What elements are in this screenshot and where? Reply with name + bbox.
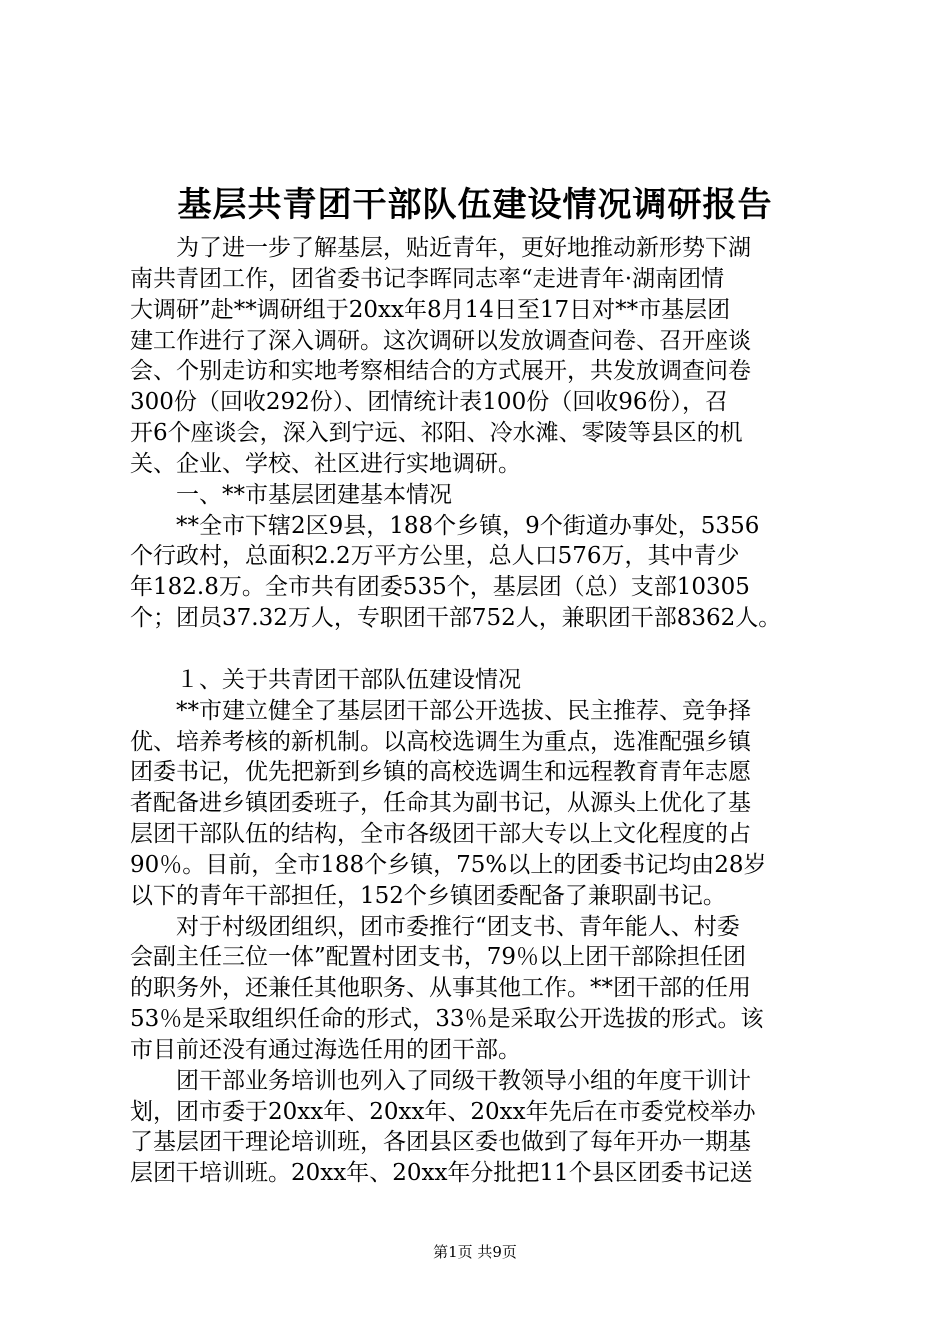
text-line: 300份（回收292份）、团情统计表100份（回收96份），召 — [130, 389, 728, 416]
text-line: 团干部业务培训也列入了同级干教领导小组的年度干训计 — [176, 1067, 751, 1094]
text-line: 关、企业、学校、社区进行实地调研。 — [130, 450, 521, 477]
text-line: 个；团员37.32万人，专职团干部752人，兼职团干部8362人。 — [130, 605, 782, 632]
text-line: 53％是采取组织任命的形式，33％是采取公开选拔的形式。该 — [130, 1006, 764, 1033]
document-body — [130, 233, 830, 1189]
text-line: 会、个别走访和实地考察相结合的方式展开，共发放调查问卷 — [130, 358, 751, 385]
text-line: 一、**市基层团建基本情况 — [176, 481, 452, 508]
text-line: 以下的青年干部担任，152个乡镇团委配备了兼职副书记。 — [130, 882, 726, 909]
text-line: 开6个座谈会，深入到宁远、祁阳、冷水滩、零陵等县区的机 — [130, 420, 743, 447]
text-line: 市目前还没有通过海选任用的团干部。 — [130, 1036, 521, 1063]
blank-line — [130, 634, 830, 665]
text-line: 层团干部队伍的结构，全市各级团干部大专以上文化程度的占 — [130, 821, 751, 848]
text-line: **市建立健全了基层团干部公开选拔、民主推荐、竞争择 — [176, 697, 751, 724]
text-line: 划，团市委于20xx年、20xx年、20xx年先后在市委党校举办 — [130, 1098, 756, 1125]
text-line: 为了进一步了解基层，贴近青年，更好地推动新形势下湖 — [176, 235, 751, 261]
page-footer: 第1页 共9页 — [433, 1243, 517, 1261]
text-line: 建工作进行了深入调研。这次调研以发放调查问卷、召开座谈 — [130, 327, 751, 354]
text-line: 对于村级团组织，团市委推行“团支书、青年能人、村委 — [176, 913, 740, 940]
text-line: 优、培养考核的新机制。以高校选调生为重点，选准配强乡镇 — [130, 728, 751, 755]
text-line: 者配备进乡镇团委班子，任命其为副书记，从源头上优化了基 — [130, 790, 751, 817]
text-line: 年182.8万。全市共有团委535个，基层团（总）支部10305 — [130, 574, 750, 601]
text-line: 个行政村，总面积2.2万平方公里，总人口576万，其中青少 — [130, 543, 740, 570]
text-line: 会副主任三位一体”配置村团支书，79％以上团干部除担任团 — [130, 944, 747, 971]
document-title: 基层共青团干部队伍建设情况调研报告 — [177, 185, 773, 225]
text-line: **全市下辖2区9县，188个乡镇，9个街道办事处，5356 — [176, 512, 760, 539]
text-line: 层团干培训班。20xx年、20xx年分批把11个县区团委书记送 — [130, 1160, 753, 1187]
text-line: 南共青团工作，团省委书记李晖同志率“走进青年·湖南团情 — [130, 265, 725, 292]
text-line: 的职务外，还兼任其他职务、从事其他工作。**团干部的任用 — [130, 975, 751, 1002]
text-line: 大调研”赴**调研组于20xx年8月14日至17日对**市基层团 — [130, 296, 731, 323]
text-line: 团委书记，优先把新到乡镇的高校选调生和远程教育青年志愿 — [130, 759, 751, 786]
text-line: １、关于共青团干部队伍建设情况 — [176, 666, 521, 693]
text-line: 90％。目前，全市188个乡镇，75%以上的团委书记均由28岁 — [130, 851, 767, 878]
text-line: 了基层团干理论培训班，各团县区委也做到了每年开办一期基 — [130, 1129, 751, 1156]
